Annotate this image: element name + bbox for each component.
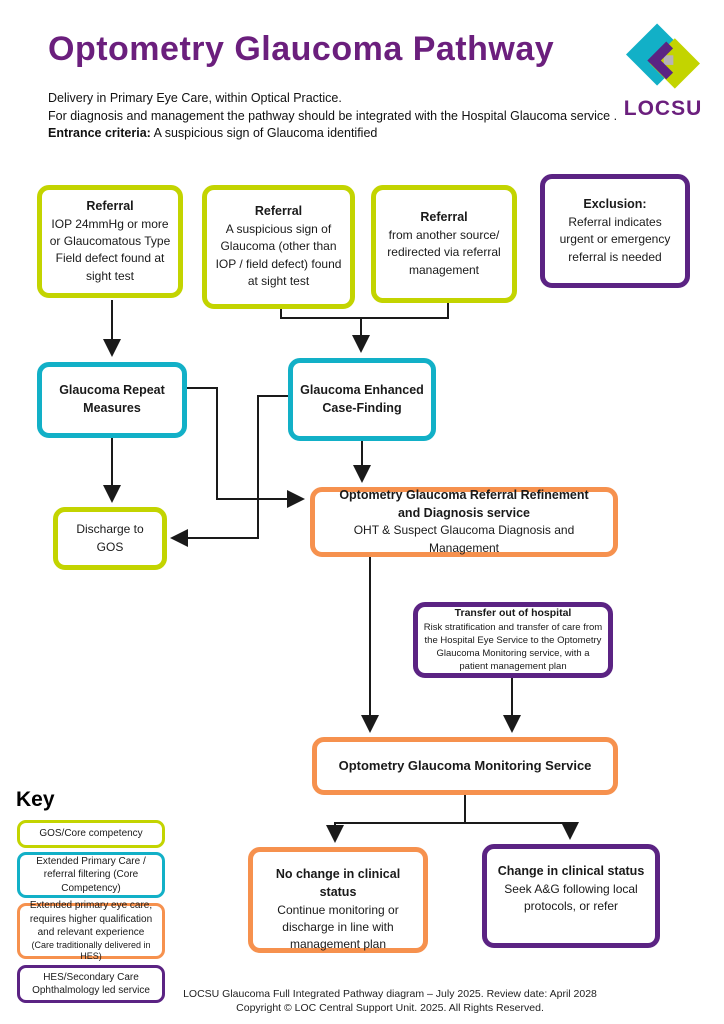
node-title: No change in clinical status bbox=[275, 867, 401, 899]
key-item-label: HES/Secondary Care Ophthalmology led service bbox=[32, 971, 150, 996]
node-title: Exclusion: bbox=[583, 197, 647, 212]
node-change-clinical-status bbox=[482, 844, 660, 948]
node-body: Referral indicates urgent or emergency referral is needed bbox=[559, 214, 671, 264]
node-discharge-to-gos bbox=[53, 507, 167, 570]
node-title: Change in clinical status bbox=[497, 864, 645, 878]
node-no-change-clinical-status bbox=[248, 847, 428, 953]
intro-line-1: Delivery in Primary Eye Care, within Optical Practice. bbox=[48, 91, 342, 105]
key-heading: Key bbox=[16, 788, 55, 811]
node-body: Discharge to GOS bbox=[76, 522, 144, 554]
node-title: Optometry Glaucoma Monitoring Service bbox=[338, 757, 592, 773]
entrance-criteria-text: A suspicious sign of Glaucoma identified bbox=[150, 126, 378, 140]
page-title: Optometry Glaucoma Pathway bbox=[48, 30, 555, 68]
node-title: Optometry Glaucoma Referral Refinement and Diagnosis service bbox=[339, 487, 589, 520]
node-exclusion bbox=[540, 174, 690, 288]
node-body: Continue monitoring or discharge in line with management plan bbox=[277, 902, 399, 952]
key-item-extended-primary-care bbox=[17, 852, 165, 898]
node-referral-other-source bbox=[371, 185, 517, 303]
node-body: Risk stratification and transfer of care from the Hospital Eye Service to the Optometry Glaucoma Monitoring service, with a patient management plan bbox=[423, 621, 603, 673]
locsu-logo-text: LOCSU bbox=[623, 97, 703, 120]
node-title: Glaucoma Enhanced Case-Finding bbox=[300, 382, 424, 415]
node-title: Referral bbox=[254, 204, 303, 219]
node-glaucoma-monitoring-service bbox=[312, 737, 618, 795]
node-referral-iop bbox=[37, 185, 183, 298]
node-body: OHT & Suspect Glaucoma Diagnosis and Management bbox=[353, 523, 575, 555]
key-item-extended-primary-eye-care bbox=[17, 900, 165, 962]
node-body: IOP 24mmHg or more or Glaucomatous Type Field defect found at sight test bbox=[49, 216, 171, 283]
key-item-note: (Care traditionally delivered in HES) bbox=[31, 939, 151, 962]
footer-line-1: LOCSU Glaucoma Full Integrated Pathway diagram – July 2025. Review date: April 2028 bbox=[183, 988, 597, 1000]
node-glaucoma-enhanced-case-finding bbox=[288, 358, 436, 441]
footer-line-2: Copyright © LOC Central Support Unit. 2025. All Rights Reserved. bbox=[236, 1002, 544, 1014]
node-title: Transfer out of hospital bbox=[454, 607, 572, 620]
key-item-label: GOS/Core competency bbox=[39, 828, 143, 840]
key-item-hes-secondary-care bbox=[17, 965, 165, 1003]
node-transfer-out-of-hospital bbox=[413, 602, 613, 678]
node-title: Glaucoma Repeat Measures bbox=[59, 383, 165, 415]
node-referral-suspicious-sign bbox=[202, 185, 355, 309]
key-item-label: Extended primary eye care, requires higher qualification and relevant experience bbox=[29, 900, 153, 939]
node-title: Referral bbox=[420, 210, 468, 225]
node-body: from another source/ redirected via referral management bbox=[387, 227, 501, 277]
node-referral-refinement-service bbox=[310, 487, 618, 557]
key-item-gos-core bbox=[17, 820, 165, 848]
node-glaucoma-repeat-measures bbox=[37, 362, 187, 438]
node-title: Referral bbox=[86, 198, 134, 213]
intro-line-2: For diagnosis and management the pathway should be integrated with the Hospital Glaucoma service . bbox=[48, 108, 618, 123]
key-item-label: Extended Primary Care / referral filtering (Core Competency) bbox=[36, 855, 146, 894]
entrance-criteria-label: Entrance criteria: bbox=[48, 126, 151, 140]
node-body: A suspicious sign of Glaucoma (other than IOP / field defect) found at sight test bbox=[215, 222, 342, 289]
node-body: Seek A&G following local protocols, or refer bbox=[504, 881, 638, 914]
